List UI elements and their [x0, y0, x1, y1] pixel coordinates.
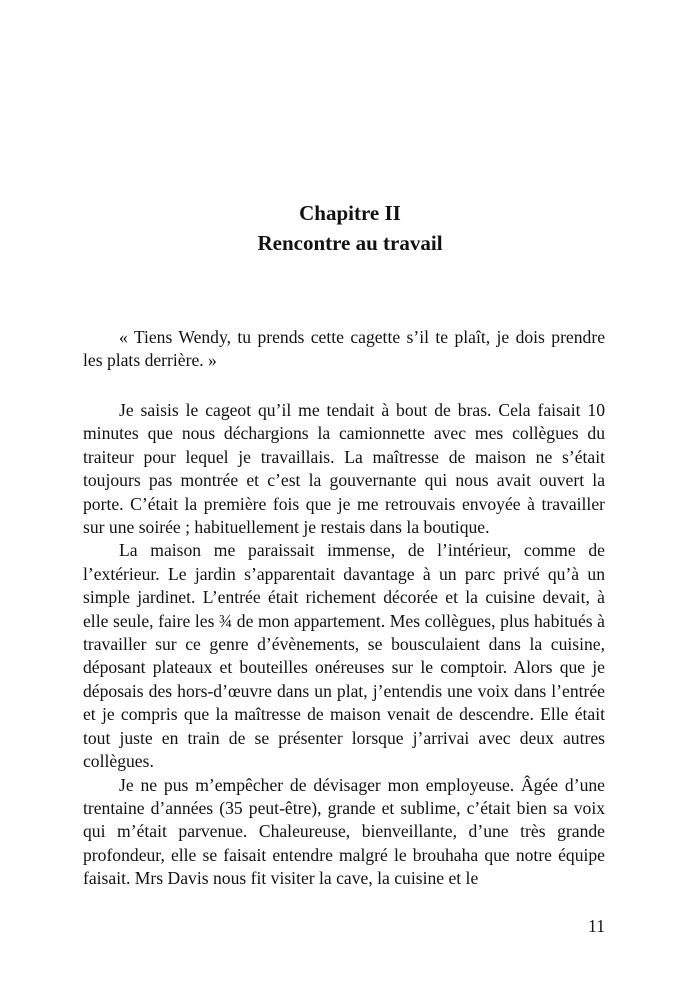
chapter-body — [83, 399, 605, 891]
paragraph: « Tiens Wendy, tu prends cette cagette s’il te plaît, je dois prendre les plats derrière. » — [83, 327, 605, 371]
chapter-number: Chapitre II — [299, 201, 401, 225]
paragraph: La maison me paraissait immense, de l’intérieur, comme de l’extérieur. Le jardin s’apparentait davantage à un parc privé qu’à un simple jardinet. L’entrée était richement décorée et la cuisine devait, à elle seule, faire les ¾ de mon appartement. Mes collègues, plus habitués à travailler sur ce genre d’évènements, se bousculaient dans la cuisine, déposant plateaux et bouteilles onéreuses sur le comptoir. Alors que je déposais des hors-d’œuvre dans un plat, j’entendis une voix dans l’entrée et je compris que la maîtresse de maison venait de descendre. Elle était tout juste en train de se présenter lorsque j’arrivai avec deux autres collègues. — [83, 540, 605, 772]
paragraph: Je ne pus m’empêcher de dévisager mon employeuse. Âgée d’une trentaine d’années (35 peut-être), grande et sublime, c’était bien sa voix qui m’était parvenue. Chaleureuse, bienveillante, d’une très grande profondeur, elle se faisait entendre malgré le brouhaha que notre équipe faisait. Mrs Davis nous fit visiter la cave, la cuisine et le — [83, 774, 605, 889]
opening-dialogue — [83, 326, 605, 373]
paragraph: Je saisis le cageot qu’il me tendait à bout de bras. Cela faisait 10 minutes que nous déchargions la camionnette avec mes collègues du traiteur pour lequel je travaillais. La maîtresse de maison ne s’était toujours pas montrée et c’est la gouvernante qui nous avait ouvert la porte. C’était la première fois que je me retrouvais envoyée à travailler sur une soirée ; habituellement je restais dans la boutique. — [83, 400, 605, 538]
chapter-heading — [0, 198, 700, 258]
page-number: 11 — [588, 916, 605, 936]
chapter-title: Rencontre au travail — [257, 231, 443, 255]
